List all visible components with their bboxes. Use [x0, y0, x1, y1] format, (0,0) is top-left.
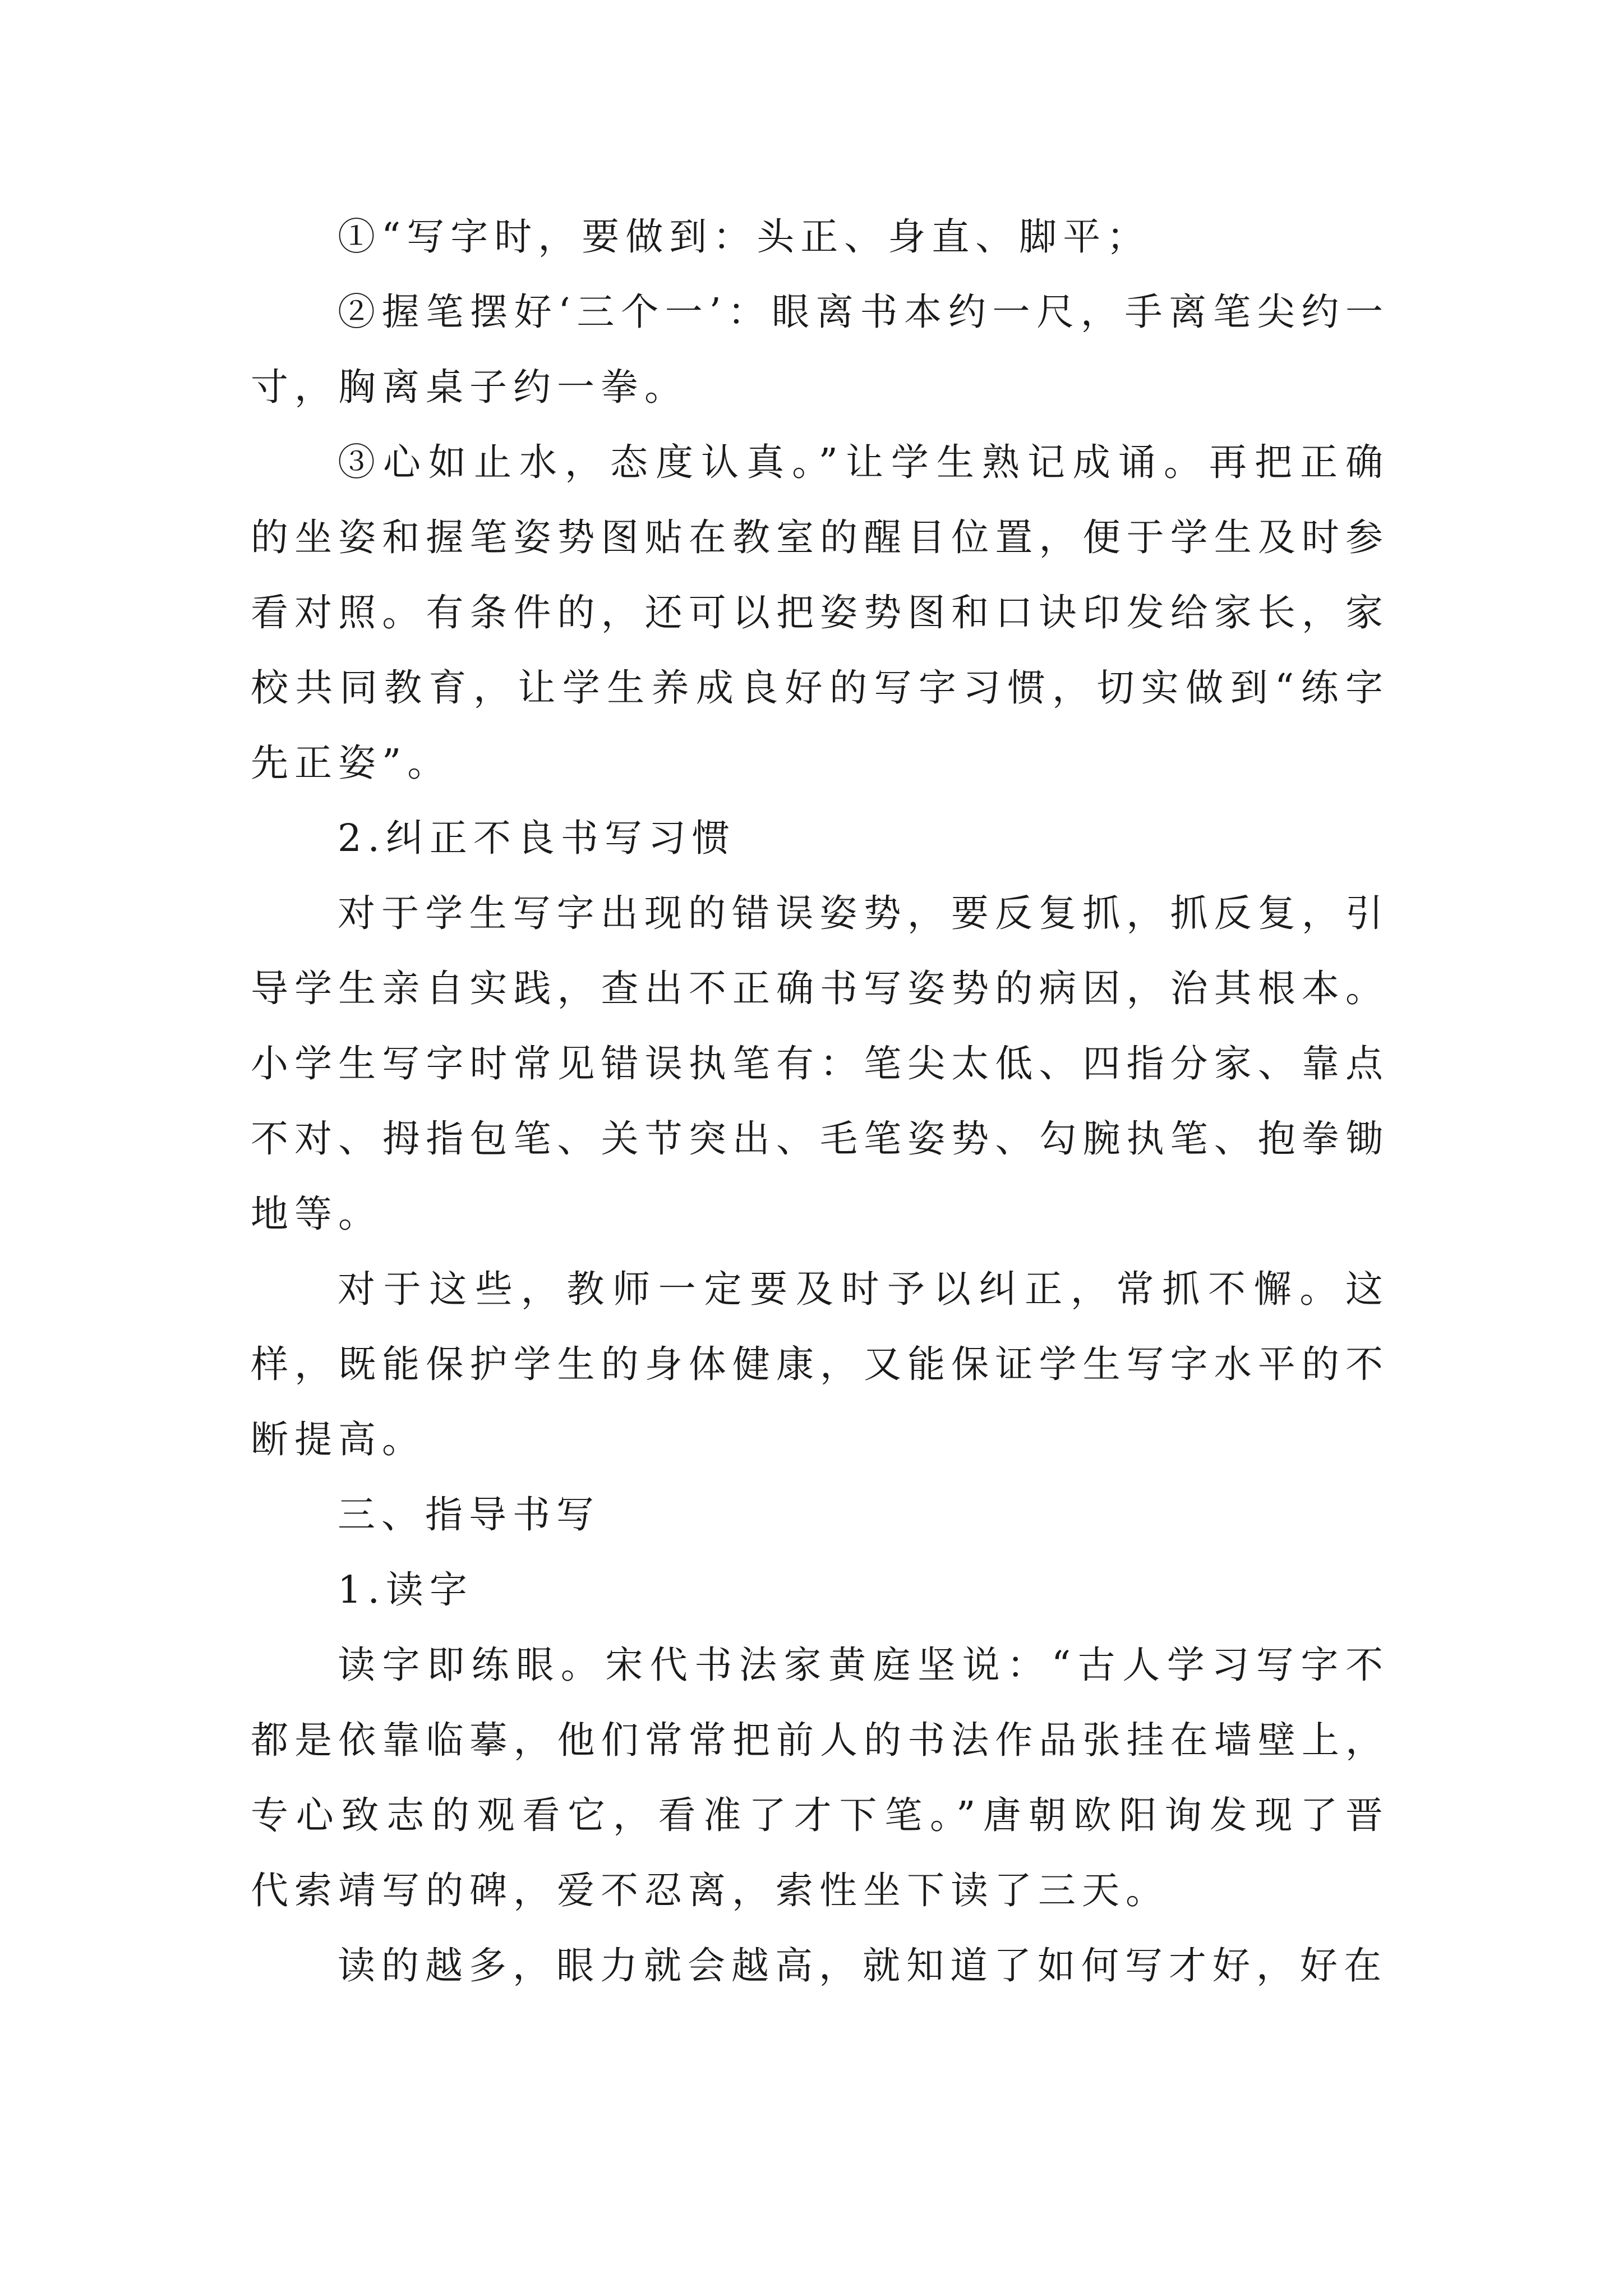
document-body: [251, 199, 1389, 2003]
paragraph-posture-rule-2: ②握笔摆好‘三个一’：眼离书本约一尺，手离笔尖约一寸，胸离桌子约一拳。: [251, 290, 1389, 409]
section-heading-correct-habits: 2.纠正不良书写习惯: [338, 816, 736, 860]
paragraph-wrong-posture: 对于学生写字出现的错误姿势，要反复抓，抓反复，引导学生亲自实践，查出不正确书写姿势的病因，治其根本。小学生写字时常见错误执笔有：笔尖太低、四指分家、靠点不对、拇指包笔、关节突出、毛笔姿势、勾腕执笔、抱拳锄地等。: [251, 891, 1389, 1236]
section-heading-guide-writing: 三、指导书写: [338, 1493, 600, 1536]
subsection-heading-read-characters: 1.读字: [338, 1568, 473, 1612]
paragraph-teacher-correction: 对于这些，教师一定要及时予以纠正，常抓不懈。这样，既能保护学生的身体健康，又能保证学生写字水平的不断提高。: [251, 1267, 1389, 1461]
paragraph-posture-rule-1: ①“写字时，要做到：头正、身直、脚平；: [338, 215, 1151, 259]
paragraph-posture-rule-3: ③心如止水，态度认真。”让学生熟记成诵。再把正确的坐姿和握笔姿势图贴在教室的醒目位置，便于学生及时参看对照。有条件的，还可以把姿势图和口诀印发给家长，家校共同教育，让学生养成良好的写字习惯，切实做到“练字先正姿”。: [251, 440, 1389, 785]
paragraph-reading-characters: 读字即练眼。宋代书法家黄庭坚说：“古人学习写字不都是依靠临摹，他们常常把前人的书法作品张挂在墙壁上，专心致志的观看它，看准了才下笔。”唐朝欧阳询发现了晋代索靖写的碑，爱不忍离，索性坐下读了三天。: [251, 1643, 1389, 1912]
paragraph-reading-more: 读的越多，眼力就会越高，就知道了如何写才好，好在: [338, 1944, 1387, 1987]
